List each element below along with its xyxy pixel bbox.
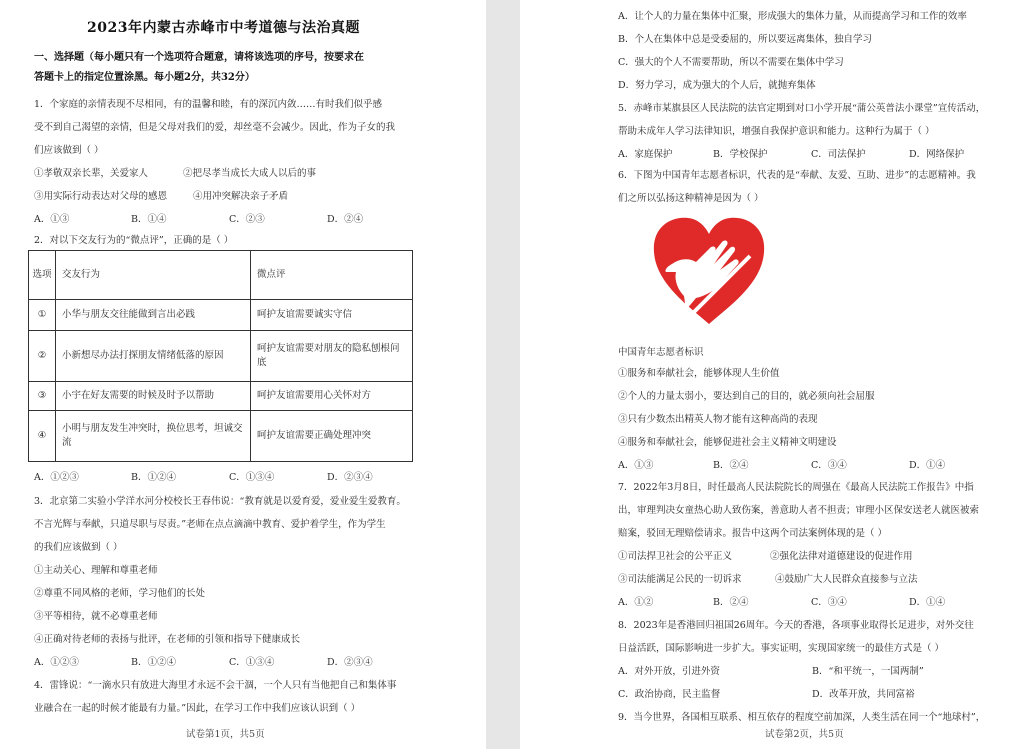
q5-answer-d: D．网络保护 — [909, 149, 965, 160]
q8-answer-c: C．政治协商，民主监督 — [618, 689, 721, 700]
q4-option-b: B．个人在集体中总是受委屈的，所以要远离集体，独自学习 — [618, 34, 872, 45]
q5-answer-a: A．家庭保护 — [618, 149, 673, 160]
q1-answer-c: C．②③ — [229, 214, 265, 225]
q3-stem-line-2: 不言光辉与奉献，只道尽职与尽责。”老师在点点滴滴中教育、爱护着学生，作为学生 — [34, 519, 386, 530]
q8-stem-line-1: 8．2023年是香港回归祖国26周年。今天的香港，各项事业取得长足进步，对外交往 — [618, 620, 974, 631]
q5-answer-c: C．司法保护 — [811, 149, 866, 160]
q4-option-d: D．努力学习，成为强大的个人后，就抛弃集体 — [618, 80, 816, 91]
table-cell: ② — [29, 331, 56, 382]
q3-answer-b: B．①②④ — [131, 657, 176, 668]
page-1 — [0, 0, 486, 749]
q7-answer-a: A．①② — [618, 597, 654, 608]
table-row — [29, 382, 413, 411]
table-cell: 小宇在好友需要的时候及时予以帮助 — [56, 382, 251, 411]
exam-title: 2023年内蒙古赤峰市中考道德与法治真题 — [87, 20, 360, 36]
q7-option-4: ④鼓励广大人民群众直接参与立法 — [775, 574, 918, 585]
q7-option-3: ③司法能满足公民的一切诉求 — [618, 574, 742, 585]
table-cell: 小华与朋友交往能做到言出必践 — [56, 300, 251, 331]
table-cell: 呵护友谊需要诚实守信 — [251, 300, 413, 331]
q1-option-4: ④用冲突解决亲子矛盾 — [193, 191, 289, 202]
q6-option-3: ③只有少数杰出精英人物才能有这种高尚的表现 — [618, 414, 818, 425]
q8-answer-a: A．对外开放，引进外资 — [618, 666, 720, 677]
page-2 — [520, 0, 1024, 749]
q6-answer-a: A．①③ — [618, 460, 654, 471]
table-row — [29, 300, 413, 331]
table-cell: 呵护友谊需要用心关怀对方 — [251, 382, 413, 411]
section-heading-line-1: 一、选择题（每小题只有一个选项符合题意，请将该选项的序号，按要求在 — [34, 52, 364, 63]
q2-answer-b: B．①②④ — [131, 472, 176, 483]
q2-answer-c: C．①③④ — [229, 472, 275, 483]
table-cell: 小明与朋友发生冲突时，换位思考，坦诚交流 — [56, 411, 251, 462]
section-heading-line-2: 答题卡上的指定位置涂黑。每小题2分，共32分） — [34, 72, 255, 83]
q1-option-3: ③用实际行动表达对父母的感恩 — [34, 191, 168, 202]
table-header-cell: 微点评 — [251, 251, 413, 300]
q8-answer-b: B．“和平统一，一国两制” — [812, 666, 924, 677]
table-cell: 呵护友谊需要正确处理冲突 — [251, 411, 413, 462]
page-footer: 试卷第2页，共5页 — [765, 729, 844, 740]
q6-option-2: ②个人的力量太弱小，要达到自己的目的，就必须向社会屈服 — [618, 391, 875, 402]
q4-stem-line-2: 业融合在一起的时候才能最有力量。”因此，在学习工作中我们应该认识到（ ） — [34, 703, 361, 714]
q1-stem-line-2: 受不到自己渴望的亲情，但是父母对我们的爱，却丝毫不会减少。因此，作为子女的我 — [34, 122, 396, 133]
q7-option-2: ②强化法律对道德建设的促进作用 — [770, 551, 913, 562]
q2-stem: 2．对以下交友行为的“微点评”，正确的是（ ） — [34, 235, 234, 246]
q6-option-1: ①服务和奉献社会，能够体现人生价值 — [618, 368, 780, 379]
q1-answer-b: B．①④ — [131, 214, 167, 225]
table-row — [29, 411, 413, 462]
volunteer-heart-logo-icon — [650, 212, 768, 330]
table-cell: ③ — [29, 382, 56, 411]
q7-answer-c: C．③④ — [811, 597, 847, 608]
q1-stem-line-3: 们应该做到（ ） — [34, 145, 104, 156]
q3-option-1: ①主动关心、理解和尊重老师 — [34, 565, 158, 576]
page-gutter — [486, 0, 520, 749]
q1-option-2: ②把尽孝当成长大成人以后的事 — [183, 168, 317, 179]
q5-answer-b: B．学校保护 — [713, 149, 768, 160]
table-header-cell: 选项 — [29, 251, 56, 300]
q3-option-3: ③平等相待，就不必尊重老师 — [34, 611, 158, 622]
page-footer: 试卷第1页，共5页 — [186, 729, 265, 740]
q3-answer-a: A．①②③ — [34, 657, 79, 668]
q6-stem-line-2: 们之所以弘扬这种精神是因为（ ） — [618, 193, 764, 204]
q2-answer-a: A．①②③ — [34, 472, 79, 483]
q6-answer-c: C．③④ — [811, 460, 847, 471]
q7-answer-b: B．②④ — [713, 597, 749, 608]
q2-answer-d: D．②③④ — [327, 472, 373, 483]
q2-table — [28, 250, 413, 462]
table-header-cell: 交友行为 — [56, 251, 251, 300]
q3-option-4: ④正确对待老师的表扬与批评，在老师的引领和指导下健康成长 — [34, 634, 301, 645]
table-cell: 呵护友谊需要对朋友的隐私刨根问底 — [251, 331, 413, 382]
table-header-row — [29, 251, 413, 300]
q6-answer-d: D．①④ — [909, 460, 946, 471]
table-cell: 小新想尽办法打探朋友情绪低落的原因 — [56, 331, 251, 382]
q4-stem-line-1: 4．雷锋说：“一滴水只有放进大海里才永远不会干涸，一个人只有当他把自己和集体事 — [34, 680, 397, 691]
q8-answer-d: D．改革开放，共同富裕 — [812, 689, 915, 700]
q3-stem-line-1: 3．北京第二实验小学洋水河分校校长王春伟说：“教育就是以爱育爱，爱业爱生爱教育。 — [34, 496, 406, 507]
q7-option-1: ①司法捍卫社会的公平正义 — [618, 551, 733, 562]
q3-answer-c: C．①③④ — [229, 657, 275, 668]
q1-option-1: ①孝敬双亲长辈，关爱家人 — [34, 168, 149, 179]
q6-answer-b: B．②④ — [713, 460, 749, 471]
q1-answer-d: D．②④ — [327, 214, 364, 225]
q4-option-c: C．强大的个人不需要帮助，所以不需要在集体中学习 — [618, 57, 844, 68]
q7-answer-d: D．①④ — [909, 597, 946, 608]
q7-stem-line-2: 出，审理判决女童热心助人致伤案，善意助人者不担责；审理小区保安送老人就医被索 — [618, 505, 980, 516]
q8-stem-line-2: 日益活跃，国际影响进一步扩大。事实证明，实现国家统一的最佳方式是（ ） — [618, 643, 945, 654]
q9-stem-line-1: 9．当今世界，各国相互联系、相互依存的程度空前加深，人类生活在同一个“地球村”， — [618, 712, 986, 723]
table-row — [29, 331, 413, 382]
q3-answer-d: D．②③④ — [327, 657, 373, 668]
table-cell: ① — [29, 300, 56, 331]
q4-option-a: A．让个人的力量在集体中汇聚，形成强大的集体力量，从而提高学习和工作的效率 — [618, 11, 967, 22]
q5-stem-line-2: 帮助未成年人学习法律知识，增强自我保护意识和能力。这种行为属于（ ） — [618, 126, 935, 137]
q6-option-4: ④服务和奉献社会，能够促进社会主义精神文明建设 — [618, 437, 837, 448]
logo-caption: 中国青年志愿者标识 — [618, 347, 704, 358]
q3-stem-line-3: 的我们应该做到（ ） — [34, 542, 123, 553]
table-cell: ④ — [29, 411, 56, 462]
q3-option-2: ②尊重不同风格的老师，学习他们的长处 — [34, 588, 206, 599]
q1-stem-line-1: 1．个家庭的亲情表现不尽相同，有的温馨和睦，有的深沉内敛……有时我们似乎感 — [34, 99, 383, 110]
q7-stem-line-1: 7．2022年3月8日，时任最高人民法院院长的周强在《最高人民法院工作报告》中指 — [618, 482, 974, 493]
q1-answer-a: A．①③ — [34, 214, 70, 225]
q5-stem-line-1: 5．赤峰市某旗县区人民法院的法官定期到对口小学开展“蒲公英普法小课堂”宣传活动， — [618, 103, 986, 114]
q7-stem-line-3: 赔案，驳回无理赔偿请求。报告中这两个司法案例体现的是（ ） — [618, 528, 888, 539]
q6-stem-line-1: 6．下图为中国青年志愿者标识，代表的是“奉献、友爱、互助、进步”的志愿精神。我 — [618, 170, 976, 181]
